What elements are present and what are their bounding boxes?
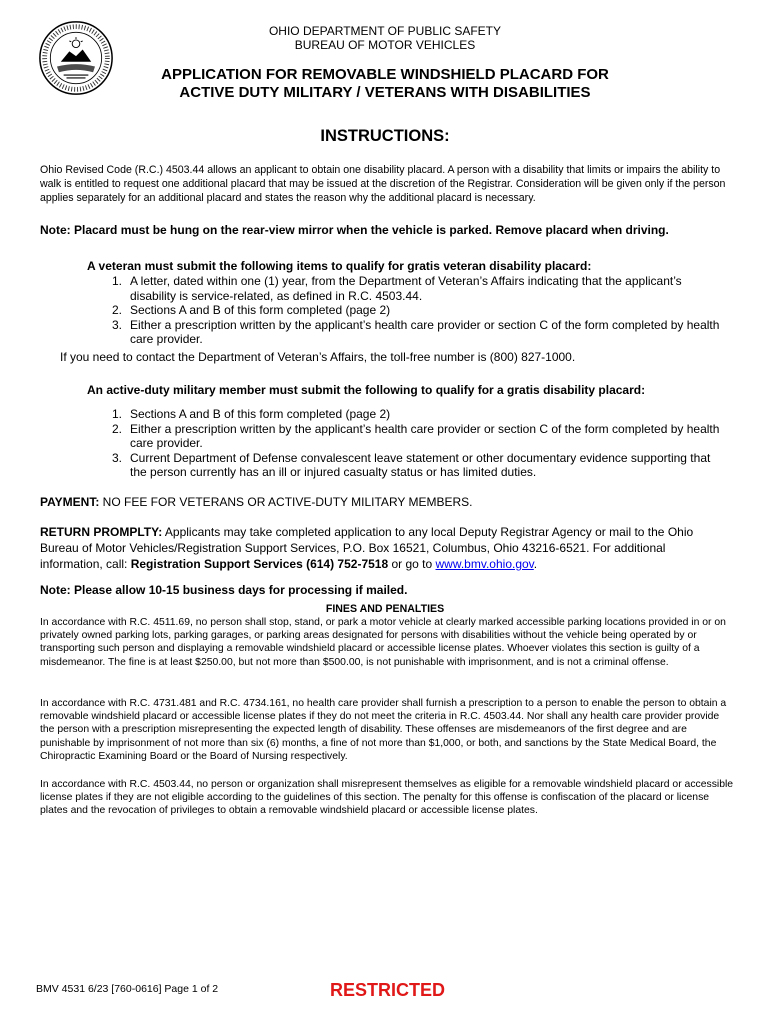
veteran-requirements-list	[85, 274, 730, 347]
ohio-state-seal	[38, 20, 114, 96]
list-item: 1. A letter, dated within one (1) year, from the Department of Veteran’s Affairs indicating that the applicant’s disability is service-related, as defined in R.C. 4503.44.	[112, 274, 682, 303]
return-paragraph: RETURN PROMPLTY: Applicants may take completed application to any local Deputy Registrar Agency or mail to the Ohio Bureau of Motor Vehicles/Registration Support Services, P.O. Box 16521, Columbus, Ohio 43216-6521. For additional information, call: Registration Support Services (614) 752-7518 or go to www.bmv.ohio.gov.	[40, 525, 694, 571]
fines-paragraph-1: In accordance with R.C. 4511.69, no person shall stop, stand, or park a motor vehicle at clearly marked accessible parking locations provided in or on privately owned parking lots, parking garages, or parking areas designated for persons with disabilities without the vehicle being operated by or transporting such person and displaying a removable windshield placard or accessible license plates. Whoever violates this section is guilty of a misdemeanor. The fine is at least $250.00, but not more than $500.00, is not punishable with imprisonment, and is not a criminal offense.	[40, 617, 726, 668]
list-item: 2. Sections A and B of this form completed (page 2)	[112, 303, 391, 317]
payment-line: PAYMENT: NO FEE FOR VETERANS OR ACTIVE-DUTY MILITARY MEMBERS.	[40, 495, 473, 509]
form-title-line-1: APPLICATION FOR REMOVABLE WINDSHIELD PLACARD FOR	[161, 66, 609, 83]
list-item: 2. Either a prescription written by the applicant’s health care provider or section C of the form completed by health care provider.	[112, 421, 720, 450]
military-requirements-list	[85, 407, 730, 480]
bmv-website-link[interactable]: www.bmv.ohio.gov	[435, 557, 534, 571]
department-name: OHIO DEPARTMENT OF PUBLIC SAFETY	[268, 24, 502, 38]
fines-paragraph-3: In accordance with R.C. 4503.44, no person or organization shall misrepresent themselves as eligible for a removable windshield placard or accessible license plates if they are not eligible according to the guidelines of this section. The penalty for this offense is confiscation of the placard or license plates and the revocation of privileges to obtain a removable windshield placard or accessible license plates.	[40, 779, 734, 817]
instructions-heading: INSTRUCTIONS:	[320, 127, 450, 145]
fines-heading: FINES AND PENALTIES	[325, 603, 445, 615]
form-id-footer: BMV 4531 6/23 [760-0616] Page 1 of 2	[36, 983, 219, 995]
placard-note: Note: Placard must be hung on the rear-view mirror when the vehicle is parked. Remove placard when driving.	[40, 223, 669, 237]
veteran-section	[85, 258, 730, 347]
fines-paragraph-2: In accordance with R.C. 4731.481 and R.C. 4734.161, no health care provider shall furnish a prescription to a person to enable the person to obtain a removable windshield placard or accessible license plates if they do not meet the criteria in R.C. 4503.44. Nor shall any health care provider provide the person with a prescription misrepresenting the expected length of disability. These offenses are misdemeanors of the first degree and are punishable by imprisonment of not more than six (6) months, a fine of not more than $1,000, or both, and sanctions by the State Medical Board, the Chiropractic Examining Board or the Board of Nursing respectively.	[40, 698, 727, 762]
veteran-heading: A veteran must submit the following items to qualify for gratis veteran disability placard:	[87, 259, 592, 273]
list-item: 3. Either a prescription written by the applicant’s health care provider or section C of the form completed by health care provider.	[112, 317, 720, 346]
va-contact: If you need to contact the Department of Veteran’s Affairs, the toll-free number is (800) 827-1000.	[60, 350, 576, 364]
restricted-stamp: RESTRICTED	[330, 980, 446, 1000]
list-item: 1. Sections A and B of this form completed (page 2)	[112, 407, 391, 421]
intro-paragraph: Ohio Revised Code (R.C.) 4503.44 allows an applicant to obtain one disability placard. A person with a disability that limits or impairs the ability to walk is entitled to request one additional placard that may be issued at the discretion of the Registrar. Consideration will be given only if the person applies separately for an additional placard and states the reason why the additional placard is necessary.	[40, 164, 726, 204]
military-heading: An active-duty military member must submit the following to qualify for a gratis disability placard:	[87, 383, 646, 397]
military-section	[85, 382, 730, 480]
list-item: 3. Current Department of Defense convalescent leave statement or other documentary evidence supporting that the person currently has an ill or injured casualty status or has limited duties.	[112, 450, 711, 479]
bureau-name: BUREAU OF MOTOR VEHICLES	[294, 38, 476, 52]
processing-note: Note: Please allow 10-15 business days for processing if mailed.	[40, 583, 408, 597]
form-title-line-2: ACTIVE DUTY MILITARY / VETERANS WITH DISABILITIES	[179, 84, 591, 101]
